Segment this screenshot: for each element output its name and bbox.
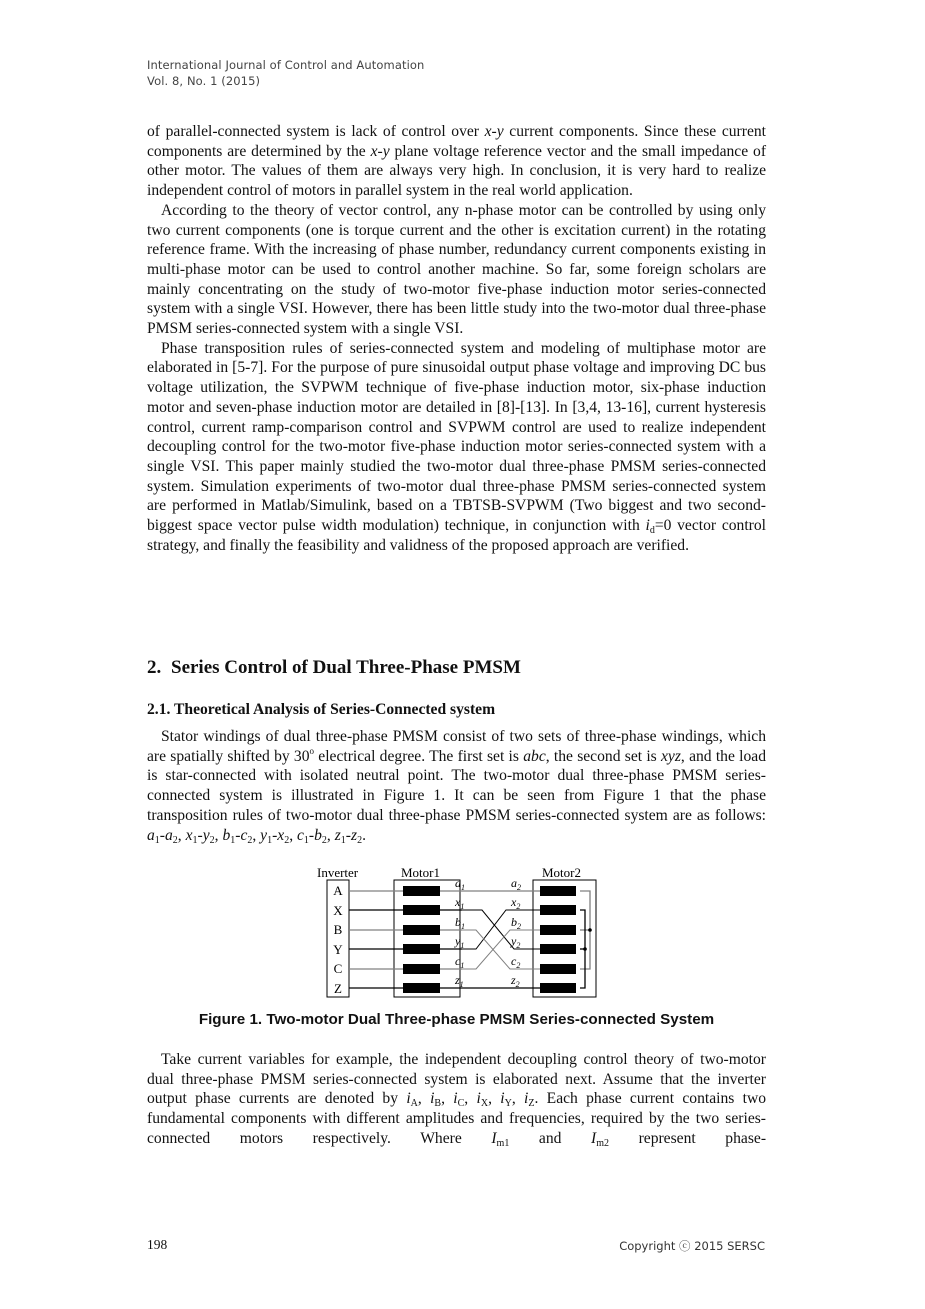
intro-text [147,122,766,555]
neutral-point-xyz [583,947,587,951]
svg-text:x2: $x_2$ [511,895,521,911]
journal-volume: Vol. 8, No. 1 (2015) [147,74,261,88]
svg-text:c1: $c_1$ [455,954,465,970]
decoupling-text [147,1050,766,1149]
rule: $a_1-a_2$, [147,826,186,846]
rule: $x_1-y_2$, [185,826,223,846]
paragraph-4: Stator windings of dual three-phase PMSM consist of two sets of three-phase windings, which are spatially shifted by 30$^o$ electrical degree. The first set is abc, the second set is xyz, and the load is star-connected with isolated neutral point. The two-motor dual three-phase PMSM series-connected system is illustrated in Figure 1. It can be seen from Figure 1 that the phase transposition rules of two-motor dual three-phase PMSM series-connected system are as follows: $a_1-a_2$, $x_1-y_2$, $b_1-c_2$, $y_1-x_2$, $c_1-b_2$, $z_1-z_2$. [147,728,767,846]
paragraph-3: Phase transposition rules of series-connected system and modeling of multiphase motor are elaborated in [5-7]. For the purpose of pure sinusoidal output phase voltage and improving DC bus voltage utilization, the SVPWM technique of five-phase induction motor, six-phase induction motor and seven-phase induction motor are detailed in [8]-[13]. In [3,4, 13-16], current hysteresis control, current ramp-comparison control and SVPWM control are used to realize independent decoupling control for the two-motor five-phase induction motor series-connected system with a single VSI. This paper mainly studied the two-motor dual three-phase PMSM series-connected system. Simulation experiments of two-motor dual three-phase PMSM series-connected system are performed in Matlab/Simulink, based on a TBTSB-SVPWM (Two biggest and two second-biggest space vector pulse width modulation) technique, in conjunction with $i_d=0$ vector control strategy, and finally the feasibility and validness of the proposed approach are verified. [147,339,766,554]
svg-text:z1: $z_1$ [455,973,464,989]
svg-text:b2: $b_2$ [511,915,521,931]
svg-text:X: X [333,903,343,918]
svg-text:c2: $c_2$ [511,954,521,970]
copyright-notice: Copyright ⓒ 2015 SERSC [619,1239,765,1253]
page-number: 198 [147,1237,168,1252]
svg-text:a1: $a_1$ [455,876,465,892]
paragraph-1: of parallel-connected system is lack of control over x-y current components. Since these current components are determined by the x-y plane voltage reference vector and the small impedance of other motor. The values of them are always very high. In conclusion, it is very hard to realize independent control of motors in parallel system in the real world application. [147,123,767,200]
svg-text:Y: Y [333,942,343,957]
subsection-heading: 2.1. Theoretical Analysis of Series-Connected system [147,701,496,718]
journal-name: International Journal of Control and Automation [147,58,425,72]
svg-text:a2: $a_2$ [511,876,521,892]
svg-text:y1: $y_1$ [455,934,465,950]
motor2-label: Motor2 [542,865,581,880]
svg-text:B: B [333,922,343,937]
rule: $b_1-c_2$, [222,826,261,846]
svg-text:A: A [333,883,343,898]
svg-text:C: C [333,961,343,976]
motor1-label: Motor1 [401,865,440,880]
neutral-point-abc [588,928,592,932]
inverter-label: Inverter [317,865,359,880]
svg-text:b1: $b_1$ [455,915,465,931]
transposition-rules [147,827,366,844]
section-heading: 2. Series Control of Dual Three-Phase PMSM [147,657,521,678]
svg-text:Z: Z [334,981,342,996]
paragraph-2: According to the theory of vector control, any n-phase motor can be controlled by using only two current components (one is torque current and the other is excitation current) in the rotating reference frame. With the increasing of phase number, redundancy current components existing in multi-phase motor can be used to control another machine. So far, some foreign scholars are mainly concentrating on the study of two-motor five-phase induction motor series-connected system with a single VSI. However, there has been little study into the two-motor dual three-phase PMSM series-connected system with a single VSI. [147,201,766,338]
section-2-1-text [147,727,766,845]
running-head [147,57,424,89]
rule: $y_1-x_2$, [260,826,297,846]
figure-1-diagram [310,862,610,1002]
motor1-box [394,880,460,997]
rule: $z_1-z_2$. [334,826,366,846]
motor2-box [533,880,596,997]
motor1-windings [403,886,440,993]
phase-currents: $i_A$, $i_B$, $i_C$, $i_X$, $i_Y$, $i_Z$. [406,1090,539,1110]
svg-text:x1: $x_1$ [455,895,465,911]
svg-text:y2: $y_2$ [511,934,521,950]
motor2-terminal-labels [510,876,521,989]
motor2-windings [540,886,576,993]
paragraph-5: Take current variables for example, the independent decoupling control theory of two-motor dual three-phase PMSM series-connected system is elaborated next. Assume that the inverter output phase currents are denoted by $i_A$, $i_B$, $i_C$, $i_X$, $i_Y$, $i_Z$. Each phase current contains two fundamental components with different amplitudes and frequencies, required by the two series-connected motors respectively. Where $I_{m1}$ and $I_{m2}$ represent phase- [147,1051,767,1149]
inverter-phase-labels [333,883,343,996]
svg-text:z2: $z_2$ [511,973,520,989]
rule: $c_1-b_2$, [297,826,335,846]
figure-1-caption: Figure 1. Two-motor Dual Three-phase PMSM Series-connected System [198,1011,715,1028]
